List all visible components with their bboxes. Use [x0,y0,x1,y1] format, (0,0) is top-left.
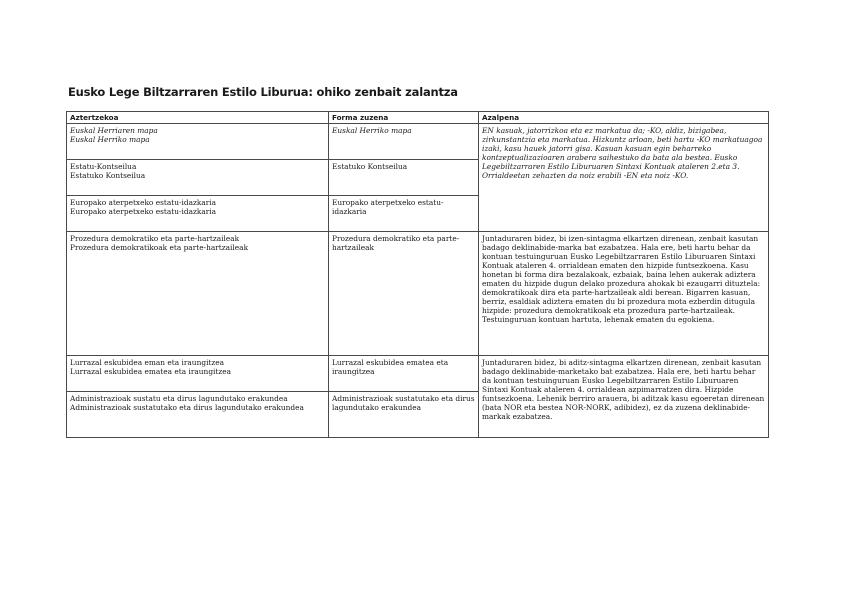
examined-option: Europako aterpetxeko estatu-idazkaria [70,207,217,216]
examined-option: Euskal Herriko mapa [70,135,150,144]
correct-form-cell: Administrazioak sustatutako eta dirus lagundutako erakundea [329,392,479,438]
examined-cell [67,392,329,438]
explanation-cell: Juntaduraren bidez, bi izen-sintagma elkartzen direnean, zenbait kasutan badago deklinabide-marka bat ezabatzea. Hala ere, beti hartu behar da kontuan testuinguruan Eusko Legebiltzarraren Estilo Liburuaren Sintaxi Kontuak ataleren 4. orrialdean ematen den hizpide funtsezkoena. Kasu honetan bi forma dira bezalakoak, ezbaiak, baina lehen aukerak adiztera ematen du hizpide dugun delako prozedura ahokak bi ezaugarri dituztela: demokratikoak dira eta parte-hartzaileak aldi berean. Bigarren kasuan, berriz, esaldiak adiztera ematen du bi prozedura mota ezberdin ditugula hizpide: prozedura demokratikoak eta prozedura parte-hartzaileak. Testuinguruan kontuan hartuta, lehenak ematen du egokiena. [479,232,769,356]
examined-option: Prozedura demokratikoak eta parte-hartzaileak [70,243,249,252]
examined-cell [67,356,329,392]
table-row [67,232,769,356]
correct-form-cell: Euskal Herriko mapa [329,124,479,160]
examined-option: Administrazioak sustatu eta dirus lagundutako erakundea [70,394,288,403]
correct-form-cell: Prozedura demokratiko eta parte-hartzaileak [329,232,479,356]
column-header-explanation: Azalpena [479,112,769,124]
examined-option: Europako aterpetxeko estatu-idazkaria [70,198,217,207]
examined-option: Estatuko Kontseilua [70,171,146,180]
examined-option: Prozedura demokratiko eta parte-hartzaileak [70,234,240,243]
examined-option: Administrazioak sustatutako eta dirus lagundutako erakundea [70,403,304,412]
explanation-cell: Juntaduraren bidez, bi aditz-sintagma elkartzen direnean, zenbait kasutan badago deklinabide-marketako bat ezabatzea. Hala ere, beti hartu behar da kontuan testuinguruan Eusko Legebiltzarraren Estilo Liburuaren Sintaxi Kontuak ataleren 4. orrialdean azpimarratzen dira. Hizpide funtsezkoena. Lehenik berriro arauera, bi aditzak kasu egoeretan direnean (bata NOR eta bestea NOR-NORK, adibidez), ez da zuzena deklinabide-markak ezabatzea. [479,356,769,438]
examined-option: Lurrazal eskubidea eman eta iraungitzea [70,358,225,367]
column-header-examined: Aztertzekoa [67,112,329,124]
page-title: Eusko Lege Biltzarraren Estilo Liburua: ohiko zenbait zalantza [68,85,458,99]
correct-form-cell: Estatuko Kontseilua [329,160,479,196]
table-row [67,356,769,392]
examined-cell [67,124,329,160]
explanation-cell: EN kasuak, jatorrizkoa eta ez markatua da; -KO, aldiz, bizigabea, zirkunstantzia eta markatua. Hizkuntz arloan, beti hartu -KO markatuagoa izaki, kasu hauek jatorri gisa. Kasuan kasuan egin beharreko kontzeptualizazioaren arabera saihestuko da bata ala bestea. Eusko Legebiltzarraren Estilo Liburuaren Sintaxi Kontuak ataleren 2.eta 3. Orrialdeetan zehazten da noiz erabili -EN eta noiz -KO. [479,124,769,232]
table-header-row [67,112,769,124]
examined-cell [67,160,329,196]
correct-form-cell: Lurrazal eskubidea ematea eta iraungitzea [329,356,479,392]
column-header-correct: Forma zuzena [329,112,479,124]
style-guide-table [66,111,769,438]
table-row [67,124,769,160]
examined-option: Euskal Herriaren mapa [70,126,158,135]
examined-cell [67,196,329,232]
examined-cell [67,232,329,356]
correct-form-cell: Europako aterpetxeko estatu-idazkaria [329,196,479,232]
examined-option: Lurrazal eskubidea ematea eta iraungitzea [70,367,232,376]
examined-option: Estatu-Kontseilua [70,162,137,171]
